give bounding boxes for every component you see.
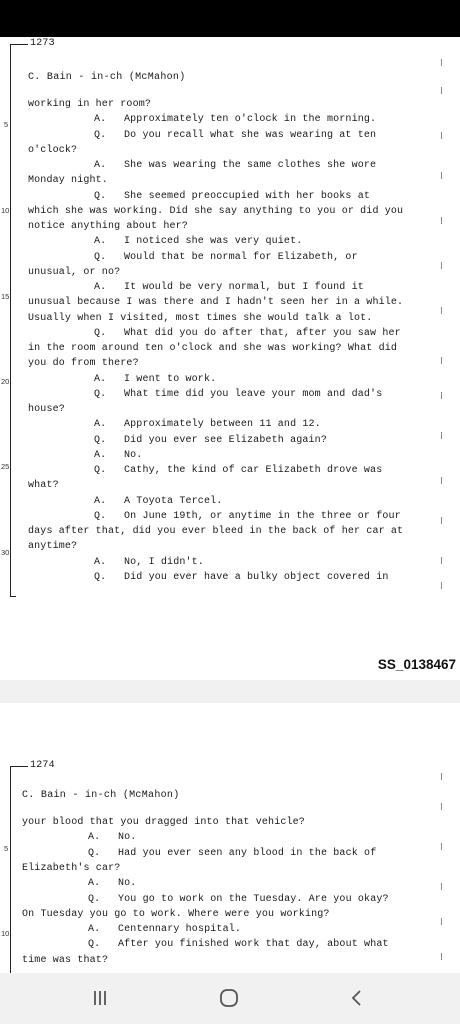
margin-mark — [441, 883, 445, 890]
page-corner-line — [10, 44, 28, 45]
line-text: She was wearing the same clothes she wore — [124, 160, 377, 171]
line-text: Cathy, the kind of car Elizabeth drove was — [124, 465, 383, 476]
speaker-label: A. — [94, 114, 107, 126]
line-text: No, I didn't. — [124, 556, 204, 568]
speaker-label: A. — [94, 373, 107, 385]
line-number: 20 — [1, 377, 10, 386]
transcript-line — [94, 419, 321, 430]
line-text: anytime? — [28, 541, 78, 553]
margin-mark — [441, 803, 445, 810]
margin-mark — [441, 432, 445, 439]
transcript-line — [22, 909, 330, 920]
line-text: Elizabeth's car? — [22, 862, 121, 874]
transcript-line — [28, 480, 59, 491]
line-text: No. — [124, 449, 143, 461]
line-number: 5 — [4, 120, 9, 129]
margin-line — [10, 44, 11, 596]
line-text: On June 19th, or anytime in the three or four — [124, 510, 401, 522]
transcript-line — [88, 939, 389, 950]
line-text: What time did you leave your mom and dad's — [124, 388, 383, 400]
margin-mark — [441, 953, 445, 960]
line-text: A Toyota Tercel. — [124, 495, 223, 507]
transcript-line — [28, 541, 77, 552]
transcript-line — [22, 863, 120, 874]
margin-mark — [441, 477, 445, 484]
margin-mark — [441, 392, 445, 399]
status-bar — [0, 0, 460, 37]
page-corner-line — [10, 766, 28, 767]
speaker-label: A. — [94, 236, 107, 248]
speaker-label: Q. — [94, 129, 107, 141]
line-text: It would be very normal, but I found it — [124, 282, 364, 293]
speaker-label: Q. — [94, 327, 107, 339]
back-icon — [349, 989, 365, 1007]
line-text: No. — [118, 878, 137, 890]
speaker-label: A. — [94, 282, 107, 293]
transcript-line — [94, 236, 302, 247]
transcript-line — [88, 878, 136, 889]
line-text: After you finished work that day, about what — [118, 939, 389, 951]
transcript-line — [28, 526, 403, 537]
line-text: Had you ever seen any blood in the back of — [118, 847, 377, 859]
line-text: I went to work. — [124, 373, 217, 385]
line-number: 5 — [4, 844, 9, 853]
transcript-line — [94, 557, 204, 568]
recents-button[interactable] — [80, 983, 120, 1013]
line-text: in the room around ten o'clock and she was working? What did — [28, 343, 398, 354]
line-text: unusual because I was there and I hadn't seen her in a while. — [28, 297, 404, 309]
line-text: What did you do after that, after you saw her — [124, 327, 401, 339]
back-button[interactable] — [337, 983, 377, 1013]
line-text: unusual, or no? — [28, 266, 121, 278]
margin-line — [10, 766, 11, 973]
line-text: house? — [28, 404, 65, 415]
transcript-line — [94, 328, 401, 339]
line-text: You go to work on the Tuesday. Are you okay? — [118, 893, 389, 905]
transcript-line — [28, 404, 65, 415]
margin-mark — [441, 582, 445, 589]
transcript-line — [94, 465, 382, 476]
line-text: time was that? — [22, 954, 109, 966]
transcript-line — [94, 511, 401, 522]
line-text: No. — [118, 832, 137, 844]
transcript-line — [94, 374, 216, 385]
margin-mark — [441, 557, 445, 564]
speaker-label: A. — [88, 924, 101, 936]
speaker-label: Q. — [94, 388, 107, 400]
line-number: 10 — [1, 929, 10, 938]
line-text: Do you recall what she was wearing at ten — [124, 129, 377, 141]
navigation-bar — [0, 973, 460, 1024]
line-text: o'clock? — [28, 144, 78, 156]
line-number: 10 — [1, 206, 10, 215]
transcript-line — [28, 358, 139, 369]
margin-mark — [441, 262, 445, 269]
transcript-page-2 — [0, 703, 460, 973]
transcript-line — [94, 572, 389, 583]
speaker-label: Q. — [94, 434, 107, 446]
transcript-line — [88, 924, 241, 935]
transcript-line — [28, 99, 151, 110]
margin-mark — [441, 307, 445, 314]
transcript-line — [94, 160, 376, 171]
line-text: Centennary hospital. — [118, 924, 242, 936]
speaker-label: Q. — [94, 190, 107, 202]
margin-mark — [441, 217, 445, 224]
line-text: She seemed preoccupied with her books at — [124, 190, 371, 202]
home-button[interactable] — [209, 983, 249, 1013]
home-icon — [219, 988, 239, 1008]
line-text: you do from there? — [28, 358, 139, 370]
transcript-line — [28, 267, 120, 278]
speaker-label: Q. — [94, 465, 107, 476]
margin-mark — [441, 918, 445, 925]
line-text: On Tuesday you go to work. Where were you working? — [22, 908, 330, 920]
speaker-label: Q. — [94, 571, 107, 583]
margin-mark — [441, 843, 445, 850]
line-text: Monday night. — [28, 175, 108, 187]
page-header: C. Bain - in-ch (McMahon) — [28, 72, 186, 83]
transcript-line — [22, 955, 108, 966]
line-text: notice anything about her? — [28, 221, 188, 232]
transcript-line — [94, 130, 376, 141]
speaker-label: A. — [94, 495, 107, 507]
speaker-label: Q. — [88, 939, 101, 951]
line-text: days after that, did you ever bleed in the back of her car at — [28, 526, 404, 537]
transcript-line — [94, 282, 364, 293]
transcript-line — [28, 206, 403, 217]
line-text: working in her room? — [28, 99, 152, 110]
transcript-page-1 — [0, 37, 460, 680]
margin-mark — [441, 172, 445, 179]
page-number: 1274 — [30, 760, 55, 771]
line-text: which she was working. Did she say anything to you or did you — [28, 205, 404, 217]
speaker-label: A. — [94, 449, 107, 461]
margin-mark — [441, 132, 445, 139]
line-text: Did you ever have a bulky object covered in — [124, 571, 389, 583]
margin-foot-line — [10, 596, 16, 597]
line-text: Approximately ten o'clock in the morning. — [124, 114, 377, 126]
line-text: I noticed she was very quiet. — [124, 236, 303, 248]
line-number: 30 — [1, 548, 10, 557]
transcript-line — [28, 175, 108, 186]
speaker-label: A. — [94, 556, 107, 568]
transcript-line — [88, 848, 376, 859]
speaker-label: A. — [88, 878, 101, 890]
recents-icon — [91, 989, 109, 1007]
transcript-line — [94, 252, 358, 263]
margin-mark — [441, 517, 445, 524]
line-text: your blood that you dragged into that vehicle? — [22, 817, 305, 828]
page-number: 1273 — [30, 38, 55, 49]
line-number: 15 — [1, 292, 10, 301]
transcript-line — [94, 435, 327, 446]
margin-mark — [441, 87, 445, 94]
speaker-label: A. — [88, 832, 101, 844]
line-text: Did you ever see Elizabeth again? — [124, 434, 327, 446]
margin-mark — [441, 357, 445, 364]
speaker-label: Q. — [88, 847, 101, 859]
page-gap — [0, 680, 460, 703]
line-text: what? — [28, 480, 59, 492]
transcript-line — [28, 313, 372, 324]
speaker-label: A. — [94, 160, 107, 171]
transcript-line — [28, 145, 77, 156]
transcript-line — [88, 894, 389, 905]
transcript-line — [28, 221, 188, 232]
transcript-line — [94, 389, 382, 400]
transcript-line — [28, 343, 397, 354]
transcript-line — [88, 832, 136, 843]
line-text: Usually when I visited, most times she would talk a lot. — [28, 312, 373, 324]
transcript-line — [94, 450, 142, 461]
bates-number: SS_0138467 — [377, 657, 456, 672]
transcript-line — [22, 817, 305, 828]
transcript-line — [94, 191, 370, 202]
speaker-label: Q. — [94, 251, 107, 263]
speaker-label: A. — [94, 419, 107, 431]
line-number: 25 — [1, 462, 10, 471]
page-header: C. Bain - in-ch (McMahon) — [22, 790, 180, 801]
speaker-label: Q. — [94, 510, 107, 522]
transcript-line — [94, 496, 222, 507]
transcript-line — [28, 297, 403, 308]
line-text: Approximately between 11 and 12. — [124, 419, 321, 431]
line-text: Would that be normal for Elizabeth, or — [124, 251, 358, 263]
speaker-label: Q. — [88, 893, 101, 905]
margin-mark — [441, 59, 445, 66]
transcript-line — [94, 114, 376, 125]
margin-mark — [441, 773, 445, 780]
